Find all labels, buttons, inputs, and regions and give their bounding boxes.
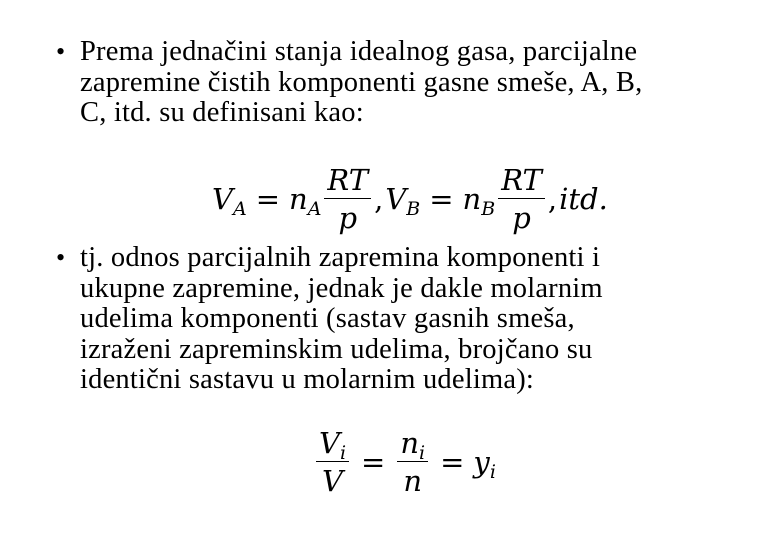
eq2-fraction-volume bbox=[316, 426, 349, 498]
bullet-dot-icon: • bbox=[56, 37, 66, 66]
eq1-fraction-2 bbox=[498, 163, 545, 235]
bullet1-line-1: Prema jednačini stanja idealnog gasa, parcijalne bbox=[80, 36, 638, 67]
bullet2-line-2: ukupne zapremine, jednak je dakle molarnim bbox=[80, 272, 603, 304]
bullet2-line-3: udelima komponenti (sastav gasnih smeša, bbox=[80, 303, 575, 334]
bullet2-line-5: identični sastavu u molarnim udelima): bbox=[80, 364, 534, 395]
eq1-equals-1: = bbox=[255, 182, 280, 216]
bullet-paragraph-1 bbox=[56, 37, 756, 129]
eq1-fraction-1 bbox=[324, 163, 371, 235]
eq2-equals-2: = bbox=[440, 445, 465, 479]
eq2-fraction-volume-numerator: $V_i$ bbox=[316, 426, 349, 462]
bullet1-line-3: C, itd. su definisani kao: bbox=[80, 97, 364, 128]
eq2-equals-1: = bbox=[361, 445, 386, 479]
eq1-va: $V_A$ bbox=[212, 182, 247, 220]
eq1-fraction-1-numerator: RT bbox=[324, 163, 371, 199]
eq2-yi: $y_i$ bbox=[473, 445, 496, 483]
eq1-equals-2: = bbox=[429, 182, 454, 216]
eq1-fraction-2-numerator: RT bbox=[498, 163, 545, 199]
eq1-vb: $V_B$ bbox=[385, 182, 421, 220]
bullet2-line-1: tj. odnos parcijalnih zapremina komponenti i bbox=[80, 242, 601, 273]
bullet-dot-icon: • bbox=[56, 243, 66, 272]
eq2-fraction-moles-denominator: n bbox=[403, 464, 423, 498]
eq1-fraction-1-denominator: p bbox=[338, 201, 358, 235]
equation-partial-volumes bbox=[212, 163, 608, 235]
eq2-fraction-moles bbox=[397, 426, 428, 498]
eq1-itd: itd. bbox=[559, 182, 608, 216]
eq2-fraction-moles-numerator: $n_i$ bbox=[397, 426, 428, 462]
eq1-comma-2: , bbox=[547, 182, 558, 216]
bullet2-line-4: izraženi zapreminskim udelima, brojčano su bbox=[80, 333, 593, 365]
eq1-na: $n_A$ bbox=[289, 182, 322, 220]
eq1-nb: $n_B$ bbox=[462, 182, 496, 220]
bullet-paragraph-2 bbox=[56, 243, 756, 396]
eq1-fraction-2-denominator: p bbox=[512, 201, 531, 235]
equation-mole-fraction bbox=[313, 426, 496, 498]
bullet1-line-2: zapremine čistih komponenti gasne smeše, A, B, bbox=[80, 66, 643, 98]
eq1-comma-1: , bbox=[374, 182, 384, 216]
eq2-fraction-volume-denominator: V bbox=[322, 464, 343, 498]
